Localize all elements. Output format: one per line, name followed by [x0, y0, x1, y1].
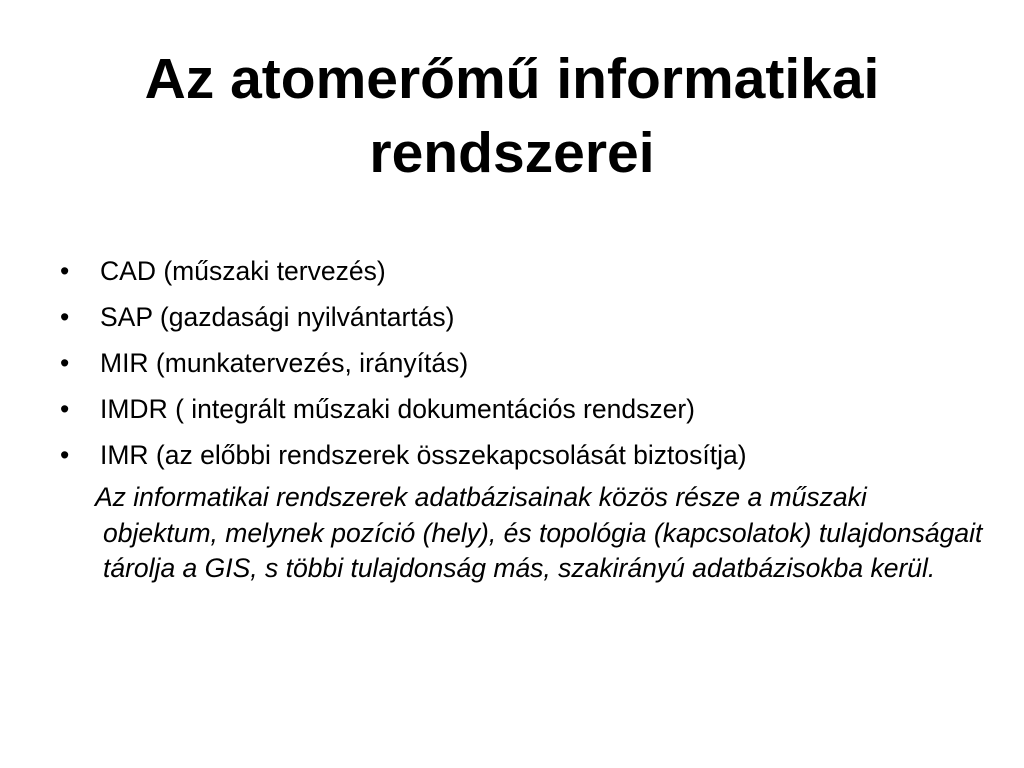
bullet-text: IMDR ( integrált műszaki dokumentációs rendszer) [100, 394, 695, 424]
summary-note: Az informatikai rendszerek adatbázisainak közös része a műszaki objektum, melynek pozíció (hely), és topológia (kapcsolatok) tulajdonságait tárolja a GIS, s többi tulajdonság más, szakirányú adatbázisokba kerül. [95, 482, 983, 583]
slide-title [0, 42, 1024, 190]
bullet-item-imdr [58, 386, 978, 432]
slide-title-line-2: rendszerei [369, 121, 655, 185]
bullet-text: IMR (az előbbi rendszerek összekapcsolását biztosítja) [100, 440, 747, 470]
bullet-icon: • [60, 256, 70, 286]
bullet-icon: • [60, 302, 70, 332]
bullet-item-imr [58, 432, 978, 478]
bullet-item-sap [58, 294, 978, 340]
bullet-icon: • [60, 348, 70, 378]
slide-title-line-1: Az atomerőmű informatikai [144, 47, 880, 111]
bullet-text: MIR (munkatervezés, irányítás) [100, 348, 469, 378]
bullet-text: SAP (gazdasági nyilvántartás) [100, 302, 455, 332]
bullet-icon: • [60, 394, 70, 424]
bullet-list [58, 248, 978, 478]
bullet-item-cad [58, 248, 978, 294]
bullet-icon: • [60, 440, 70, 470]
bullet-item-mir [58, 340, 978, 386]
bullet-text: CAD (műszaki tervezés) [100, 256, 386, 286]
